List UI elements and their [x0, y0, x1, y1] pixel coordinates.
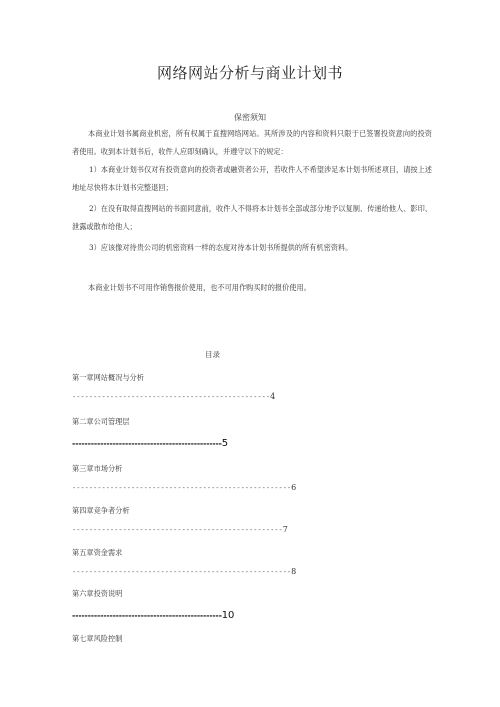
- toc-entry-page: 8: [291, 567, 297, 576]
- confidentiality-intro: 本商业计划书属商业机密，所有权属于直搜网络网站。其所涉及的内容和资料只限于已签署投资意向的投资者使用。收到本计划书后，收件人应即刻确认，并遵守以下的规定：: [72, 129, 432, 156]
- toc-entry-label: 第四章竞争者分析: [72, 506, 130, 515]
- toc-entry-page: 4: [270, 392, 276, 401]
- toc-entry-leader: ------------------------------------------------10: [72, 610, 235, 621]
- toc-entry-3[interactable]: [72, 464, 372, 492]
- toc-entry-label: 第七章风险控制: [72, 634, 123, 643]
- toc-entry-leader: --------------------------------------------------7: [72, 525, 288, 534]
- toc-entry-leader: ----------------------------------------------------8: [72, 567, 297, 576]
- toc-entry-leader: ----------------------------------------------------6: [72, 483, 297, 492]
- confidentiality-heading: 保密须知: [234, 113, 266, 122]
- confidentiality-item-2: [72, 200, 432, 235]
- toc-entry-6[interactable]: [72, 589, 372, 621]
- toc-entry-5[interactable]: [72, 548, 372, 576]
- toc-entry-label: 第五章资金需求: [72, 548, 123, 557]
- toc-entry-label: 第六章投资说明: [72, 589, 123, 598]
- toc-entry-1[interactable]: [72, 373, 372, 401]
- toc-entry-7[interactable]: [72, 634, 372, 644]
- toc-entry-4[interactable]: [72, 506, 372, 534]
- document-title: 网络网站分析与商业计划书: [156, 64, 343, 82]
- item-1-text: 1）本商业计划书仅对有投资意向的投资者或融资者公开，若收件人不希望涉足本计划书所述项目，请按上述地址尽快将本计划书完整退回；: [72, 165, 432, 192]
- toc-entry-label: 第二章公司管理层: [72, 417, 130, 426]
- toc-entry-page: 10: [221, 610, 235, 621]
- toc-entry-page: 5: [221, 438, 228, 449]
- toc-entry-2[interactable]: [72, 417, 372, 449]
- toc-entry-leader: ------------------------------------------------5: [72, 438, 228, 449]
- toc-heading: 目录: [205, 350, 220, 359]
- confidentiality-closing: 本商业计划书不可用作销售报价使用，也不可用作购买时的报价使用。: [88, 283, 311, 292]
- toc-entry-page: 7: [282, 525, 288, 534]
- confidentiality-item-3: [72, 239, 432, 257]
- toc-entry-label: 第一章网站概况与分析: [72, 373, 144, 382]
- confidentiality-item-1: [72, 161, 432, 196]
- item-2-text: 2）在没有取得直搜网站的书面同意前，收件人不得将本计划书全部或部分地予以复制、传递给他人、影印、泄露或散布给他人；: [72, 204, 432, 231]
- toc-entry-page: 6: [291, 483, 297, 492]
- toc-entry-leader: -----------------------------------------------4: [72, 392, 276, 401]
- toc-entry-label: 第三章市场分析: [72, 464, 123, 473]
- item-3-text: 3）应该像对待贵公司的机密资料一样的态度对待本计划书所提供的所有机密资料。: [89, 243, 353, 252]
